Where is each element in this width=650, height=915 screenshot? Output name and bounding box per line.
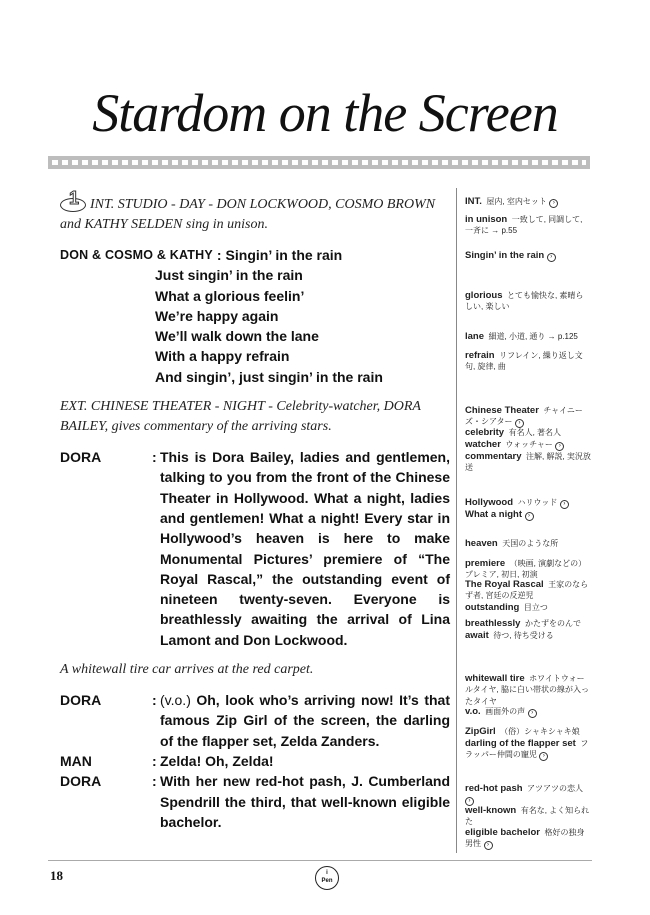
glossary-term: red-hot pash xyxy=(465,783,523,794)
glossary-entry xyxy=(465,726,591,737)
scene-direction-1: 1 INT. STUDIO - DAY - DON LOCKWOOD, COSMO BROWN and KATHY SELDEN sing in unison. xyxy=(60,188,436,232)
speaker-name: DORA xyxy=(60,449,102,466)
glossary-definition: チャイニーズ・シアター xyxy=(465,406,583,427)
glossary-definition: 一致して, 同調して, 一斉に → p.55 xyxy=(465,215,583,236)
glossary-definition: リフレイン, 繰り返し文句, 旋律, 曲 xyxy=(465,351,583,372)
dialogue-text: This is Dora Bailey, ladies and gentlemen, talking to you from the front of the Chinese Theater in Hollywood. What a night, ladies and gentlemen! What a night! Every star in Hollywood’s heaven is here to make Monumental Pictures’ premiere of “The Royal Rascal,” the outstanding event of nineteen twenty-seven. Everyone is breathlessly awaiting the arrival of Lina Lamont and Don Lockwood. xyxy=(160,449,450,648)
glossary-entry xyxy=(465,618,591,629)
glossary-entry xyxy=(465,427,591,438)
glossary-term: outstanding xyxy=(465,602,520,613)
glossary-entry xyxy=(465,214,591,237)
dialogue-text: Zelda! Oh, Zelda! xyxy=(160,752,274,769)
glossary-term: What a night xyxy=(465,509,522,520)
dialogue-text: (v.o.) Oh, look who’s arriving now! It’s that famous Zip Girl of the screen, the darling of the flapper set, Zelda Zanders. xyxy=(160,692,450,749)
song-line: DON & COSMO & KATHY : Singin’ in the rain xyxy=(60,245,450,265)
speaker-name: DON & COSMO & KATHY xyxy=(60,248,213,262)
glossary-definition: かたずをのんで xyxy=(524,619,581,628)
glossary-definition: ホワイトウォールタイヤ, 脇に白い帯状の線が入ったタイヤ xyxy=(465,674,589,706)
glossary-definition: 目立つ xyxy=(523,603,548,612)
page-number: 18 xyxy=(50,868,63,883)
glossary-definition: 有名人, 著名人 xyxy=(508,428,562,437)
glossary-term: glorious xyxy=(465,290,503,301)
dialogue-text: With her new red-hot pash, J. Cumberland Spendrill the third, that well-known eligible bachelor. xyxy=(160,773,450,830)
song-line: We’re happy again xyxy=(155,307,279,324)
glossary-entry xyxy=(465,509,591,521)
glossary-term: whitewall tire xyxy=(465,673,525,684)
script-column xyxy=(60,188,450,832)
speaker-name: DORA xyxy=(60,692,102,709)
reference-arrow-icon: › xyxy=(560,500,569,509)
song-line: What a glorious feelin’ xyxy=(155,287,305,304)
glossary-definition: 有名な, よく知られた xyxy=(465,806,590,827)
glossary-definition: ウォッチャー xyxy=(505,440,553,449)
column-divider xyxy=(456,188,457,853)
glossary-definition: 待つ, 待ち受ける xyxy=(493,631,554,640)
glossary-term: lane xyxy=(465,331,485,342)
song-line: Just singin’ in the rain xyxy=(155,267,303,284)
glossary-term: Chinese Theater xyxy=(465,405,539,416)
glossary-entry xyxy=(465,630,591,641)
glossary-entry xyxy=(465,196,591,208)
glossary-entry xyxy=(465,738,591,761)
glossary-entry xyxy=(465,558,591,581)
glossary-definition: 注解, 解説, 実況放送 xyxy=(465,452,591,473)
glossary-entry xyxy=(465,451,591,474)
glossary-term: breathlessly xyxy=(465,618,521,629)
reference-arrow-icon: › xyxy=(539,752,548,761)
glossary-entry xyxy=(465,805,591,828)
glossary-term: in unison xyxy=(465,214,508,225)
reference-arrow-icon: › xyxy=(525,512,534,521)
glossary-entry xyxy=(465,331,591,342)
glossary-entry xyxy=(465,290,591,313)
glossary-definition: ハリウッド xyxy=(517,498,558,507)
glossary-entry xyxy=(465,350,591,373)
glossary-term: v.o. xyxy=(465,706,481,717)
glossary-definition: 王家のならず者, 宮廷の反逆児 xyxy=(465,580,589,601)
glossary-entry xyxy=(465,405,591,428)
glossary-definition: 画面外の声 xyxy=(485,707,526,716)
scene-number-badge: 1 xyxy=(60,192,88,212)
ipen-logo-icon: i Pen xyxy=(315,866,339,890)
glossary-entry xyxy=(465,579,591,602)
glossary-definition: （俗）シャキシャキ娘 xyxy=(500,727,580,736)
glossary-definition: 格好の独身男性 xyxy=(465,828,585,849)
glossary-entry xyxy=(465,783,591,806)
glossary-entry xyxy=(465,706,591,718)
glossary-term: premiere xyxy=(465,558,506,569)
reference-arrow-icon: › xyxy=(484,841,493,850)
speaker-name: DORA xyxy=(60,773,102,790)
reference-arrow-icon: › xyxy=(547,253,556,262)
glossary-entry xyxy=(465,673,591,707)
glossary-term: darling of the flapper set xyxy=(465,738,576,749)
song-block xyxy=(60,245,450,387)
glossary-term: Hollywood xyxy=(465,497,514,508)
film-strip-divider xyxy=(48,156,590,169)
scene-direction-2: EXT. CHINESE THEATER - NIGHT - Celebrity-watcher, DORA BAILEY, gives commentary of the arriving stars. xyxy=(60,399,421,435)
dialogue-line: MAN : Zelda! Oh, Zelda! xyxy=(60,751,450,771)
glossary-definition: フラッパー仲間の寵児 xyxy=(465,739,589,760)
glossary-definition: アツアツの恋人 xyxy=(527,784,584,793)
glossary-term: celebrity xyxy=(465,427,505,438)
glossary-definition: 屋内, 室内セット xyxy=(486,197,547,206)
glossary-definition: 細道, 小道, 通り → p.125 xyxy=(488,332,578,341)
glossary-term: heaven xyxy=(465,538,498,549)
reference-arrow-icon: › xyxy=(528,709,537,718)
dialogue-line: DORA : (v.o.) Oh, look who’s arriving now! It’s that famous Zip Girl of the screen, the darling of the flapper set, Zelda Zanders. xyxy=(60,690,450,751)
glossary-definition: 天国のような所 xyxy=(502,539,559,548)
dialogue-block xyxy=(60,690,450,832)
glossary-entry xyxy=(465,497,591,509)
glossary-entry xyxy=(465,602,591,613)
glossary-entry xyxy=(465,250,591,262)
glossary-term: ZipGirl xyxy=(465,726,496,737)
footer-divider xyxy=(48,860,592,861)
glossary-term: INT. xyxy=(465,196,482,207)
glossary-entry xyxy=(465,439,591,451)
song-line: And singin’, just singin’ in the rain xyxy=(155,368,383,385)
dialogue-block xyxy=(60,447,450,650)
glossary-term: commentary xyxy=(465,451,522,462)
glossary-term: refrain xyxy=(465,350,495,361)
dialogue-line: DORA : With her new red-hot pash, J. Cumberland Spendrill the third, that well-known eligible bachelor. xyxy=(60,771,450,832)
dialogue-line: DORA : This is Dora Bailey, ladies and gentlemen, talking to you from the front of the Chinese Theater in Hollywood. What a night, ladies and gentlemen! What a night! Every star in Hollywood’s heaven is here to make Monumental Pictures’ premiere of “The Royal Rascal,” the outstanding event of nineteen twenty-seven. Everyone is breathlessly awaiting the arrival of Lina Lamont and Don Lockwood. xyxy=(60,447,450,650)
glossary-entry xyxy=(465,538,591,549)
glossary-term: watcher xyxy=(465,439,501,450)
glossary-term: Singin’ in the rain xyxy=(465,250,545,261)
glossary-term: The Royal Rascal xyxy=(465,579,544,590)
glossary-term: well-known xyxy=(465,805,517,816)
song-line: With a happy refrain xyxy=(155,348,290,365)
reference-arrow-icon: › xyxy=(555,442,564,451)
song-line: We’ll walk down the lane xyxy=(155,328,319,345)
glossary-term: await xyxy=(465,630,489,641)
reference-arrow-icon: › xyxy=(515,419,524,428)
scene-direction-3: A whitewall tire car arrives at the red carpet. xyxy=(60,662,314,678)
reference-arrow-icon: › xyxy=(465,797,474,806)
glossary-definition: とても愉快な, 素晴らしい, 楽しい xyxy=(465,291,584,312)
glossary-entry xyxy=(465,827,591,850)
page-title: Stardom on the Screen xyxy=(92,83,558,143)
glossary-definition: （映画, 演劇などの）プレミア, 初日, 初演 xyxy=(465,559,587,580)
reference-arrow-icon: › xyxy=(549,199,558,208)
speaker-name: MAN xyxy=(60,752,92,769)
glossary-term: eligible bachelor xyxy=(465,827,540,838)
